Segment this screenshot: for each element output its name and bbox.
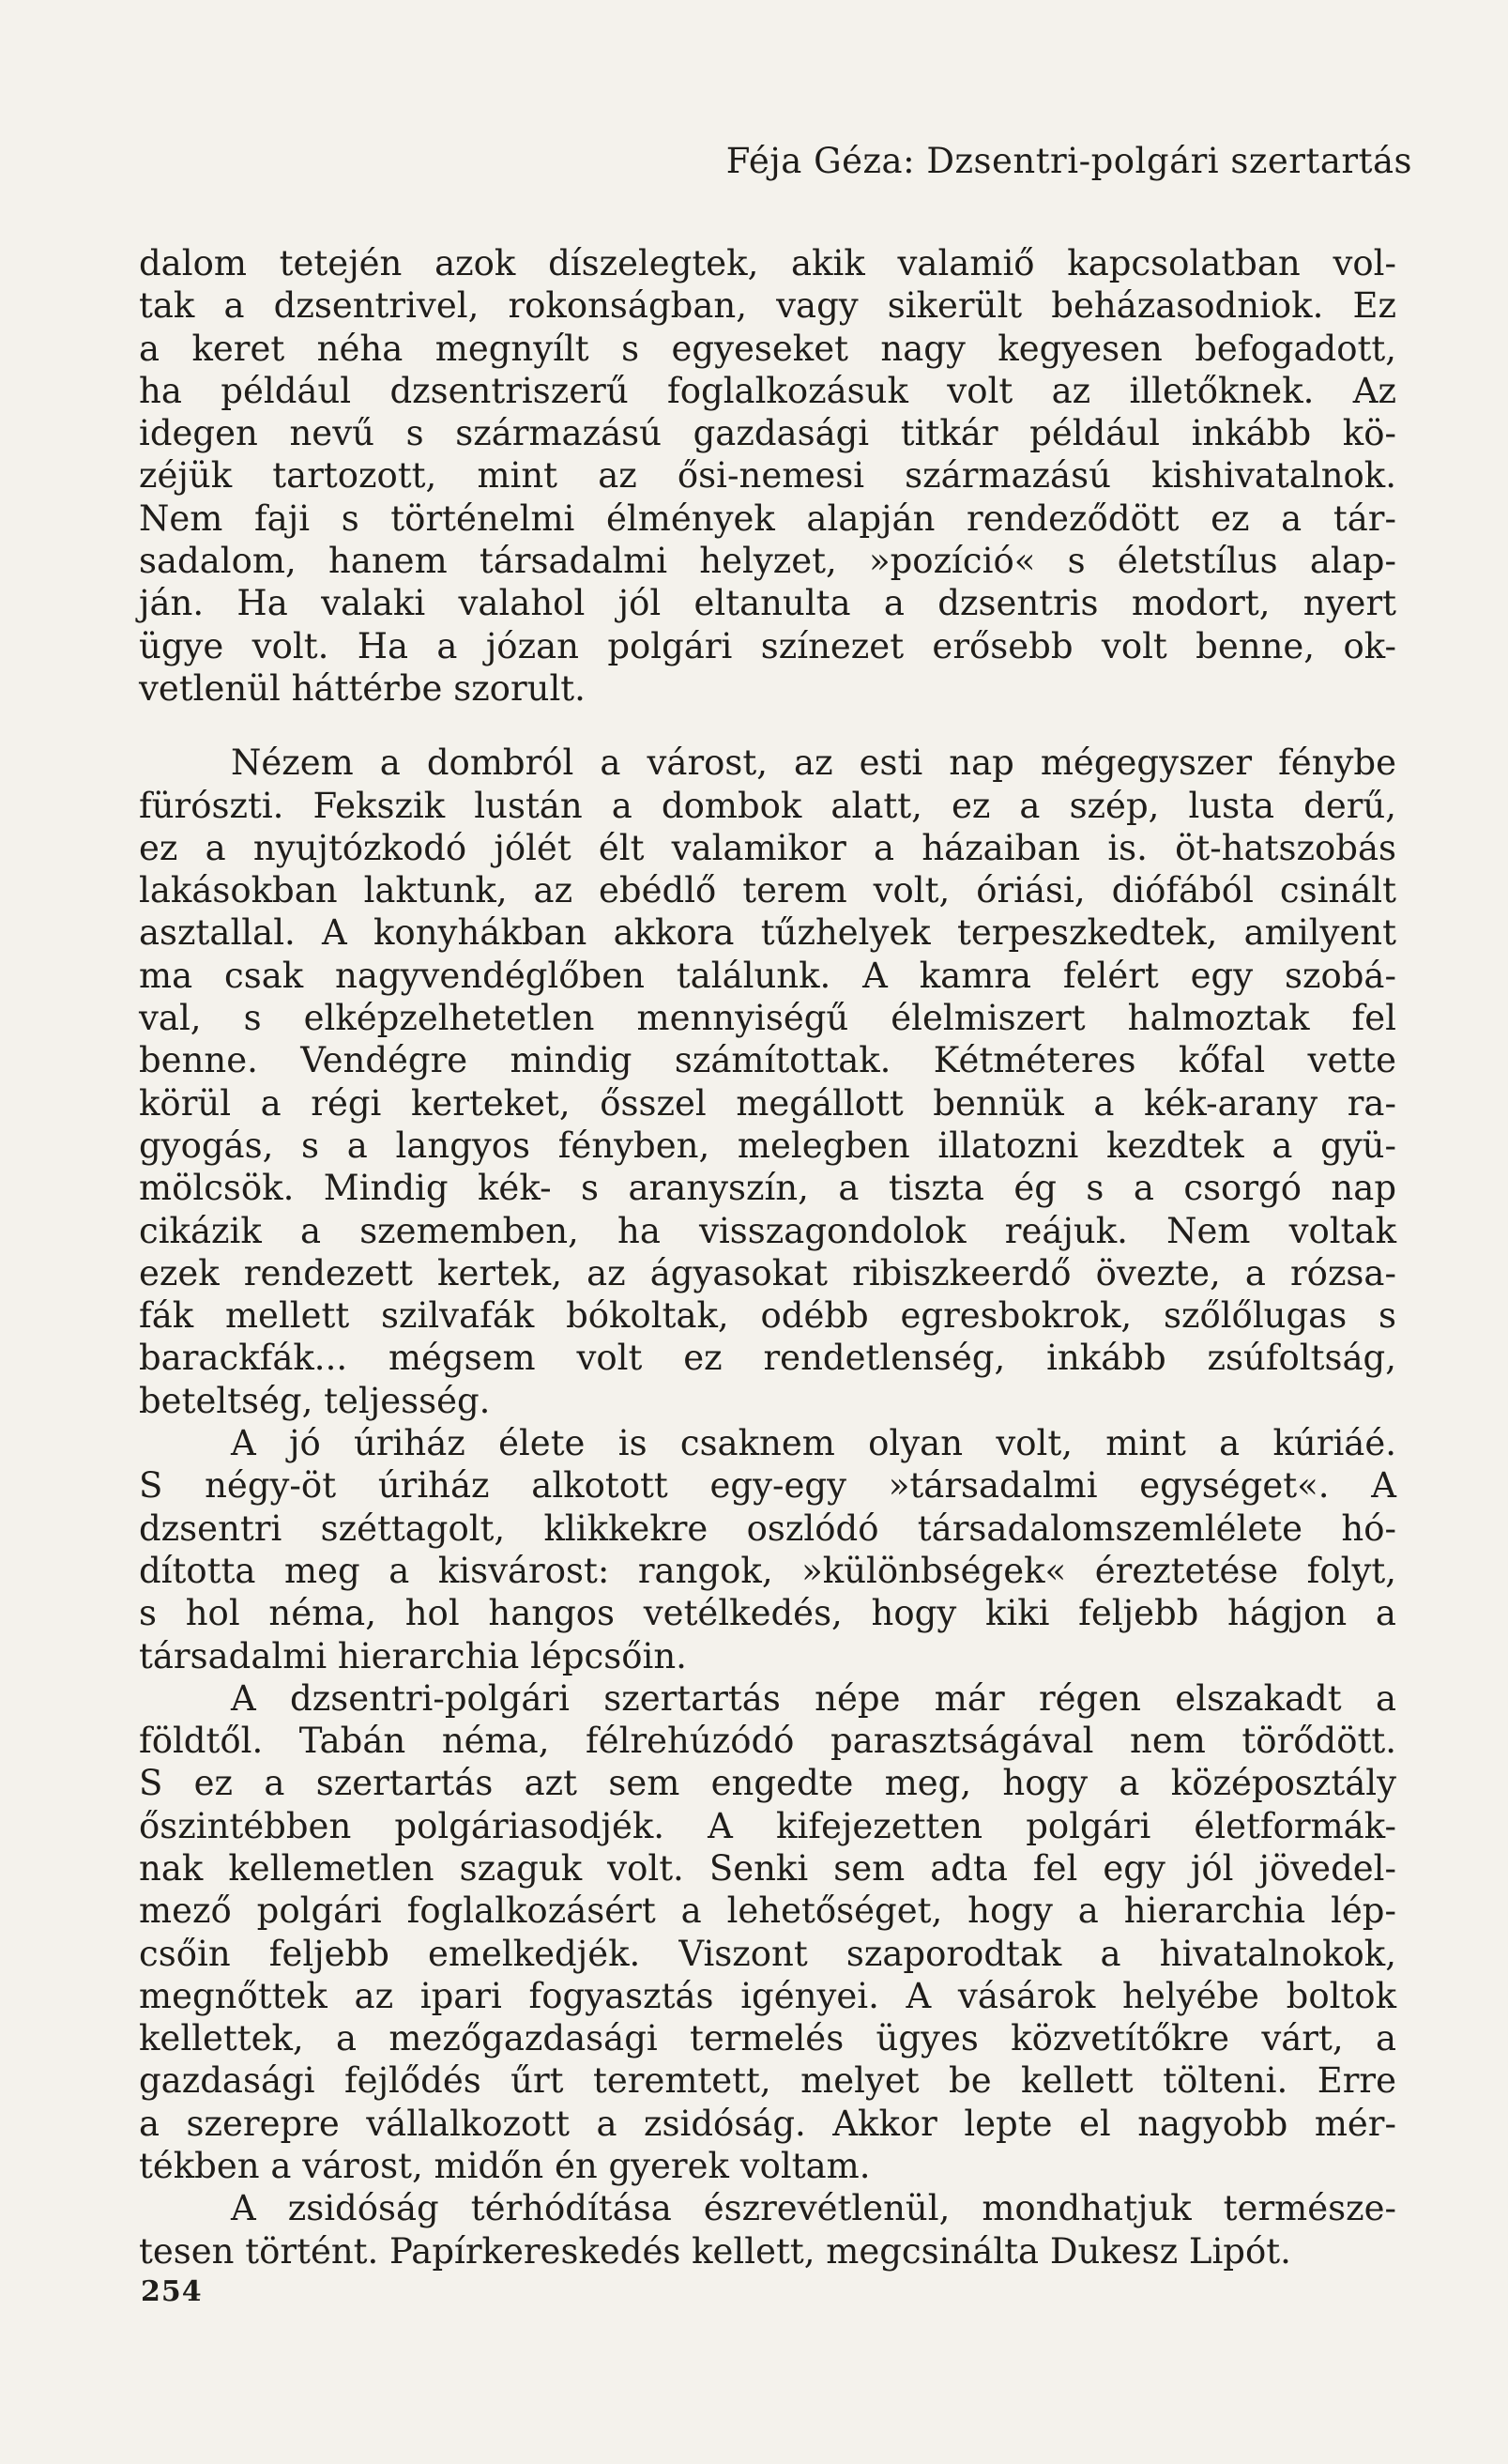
body-text: [139, 242, 1396, 2273]
text-line: ezek rendezett kertek, az ágyasokat ribiszkeerdő övezte, a rózsa-: [139, 1252, 1396, 1293]
text-line: fák mellett szilvafák bókoltak, odébb egresbokrok, szőlőlugas s: [139, 1295, 1396, 1337]
text-line: ma csak nagyvendéglőben találunk. A kamra felért egy szobá-: [139, 955, 1396, 996]
text-line: ez a nyujtózkodó jólét élt valamikor a házaiban is. öt-hatszobás: [139, 827, 1396, 868]
text-line: s hol néma, hol hangos vetélkedés, hogy kiki feljebb hágjon a: [139, 1593, 1396, 1634]
running-header: Féja Géza: Dzsentri-polgári szertartás: [725, 141, 1412, 181]
page-number: 254: [141, 2275, 203, 2308]
text-line: földtől. Tabán néma, félrehúzódó parasztságával nem törődött.: [139, 1721, 1396, 1762]
text-line: csőin feljebb emelkedjék. Viszont szaporodtak a hivatalnokok,: [139, 1933, 1396, 1974]
text-line: dította meg a kisvárost: rangok, »különbségek« éreztetése folyt,: [139, 1550, 1396, 1591]
text-line: ügye volt. Ha a józan polgári színezet erősebb volt benne, ok-: [139, 625, 1396, 666]
text-line: A dzsentri-polgári szertartás népe már régen elszakadt a: [231, 1677, 1396, 1719]
text-line: lakásokban laktunk, az ebédlő terem volt, óriási, diófából csinált: [139, 870, 1396, 911]
text-line: S ez a szertartás azt sem engedte meg, hogy a középosztály: [139, 1763, 1396, 1804]
text-line: beteltség, teljesség.: [139, 1380, 491, 1421]
text-line: vetlenül háttérbe szorult.: [139, 667, 586, 709]
text-line: tak a dzsentrivel, rokonságban, vagy sikerült beházasodniok. Ez: [139, 285, 1396, 327]
text-line: tesen történt. Papírkereskedés kellett, megcsinálta Dukesz Lipót.: [139, 2230, 1291, 2272]
paragraph: [139, 242, 1396, 710]
text-line: a keret néha megnyílt s egyeseket nagy kegyesen befogadott,: [139, 328, 1396, 369]
text-line: A jó úriház élete is csaknem olyan volt, mint a kúriáé.: [231, 1423, 1396, 1464]
text-line: gazdasági fejlődés űrt teremtett, melyet be kellett tölteni. Erre: [139, 2060, 1396, 2102]
text-line: A zsidóság térhódítása észrevétlenül, mondhatjuk természe-: [231, 2188, 1396, 2229]
text-line: ján. Ha valaki valahol jól eltanulta a dzsentris modort, nyert: [139, 583, 1396, 624]
text-line: őszintébben polgáriasodjék. A kifejezetten polgári életformák-: [139, 1805, 1396, 1846]
text-line: társadalmi hierarchia lépcsőin.: [139, 1635, 687, 1676]
text-line: dalom tetején azok díszelegtek, akik valamiő kapcsolatban vol-: [139, 243, 1396, 283]
text-line: körül a régi kerteket, ősszel megállott bennük a kék-arany ra-: [139, 1082, 1396, 1124]
text-line: sadalom, hanem társadalmi helyzet, »pozíció« s életstílus alap-: [139, 541, 1396, 582]
paragraph: [139, 2187, 1396, 2273]
text-line: val, s elképzelhetetlen mennyiségű élelmiszert halmoztak fel: [139, 998, 1396, 1039]
text-line: Nézem a dombról a várost, az esti nap mégegyszer fénybe: [231, 742, 1396, 784]
text-line: barackfák... mégsem volt ez rendetlenség, inkább zsúfoltság,: [139, 1338, 1396, 1379]
text-line: gyogás, s a langyos fényben, melegben illatozni kezdtek a gyü-: [139, 1125, 1396, 1166]
text-line: dzsentri széttagolt, klikkekre oszlódó társadalomszemlélete hó-: [139, 1507, 1396, 1549]
text-line: mölcsök. Mindig kék- s aranyszín, a tiszta ég s a csorgó nap: [139, 1168, 1396, 1209]
paragraph-gap: [139, 710, 1396, 742]
text-line: zéjük tartozott, mint az ősi-nemesi származású kishivatalnok.: [139, 455, 1396, 497]
text-line: nak kellemetlen szaguk volt. Senki sem adta fel egy jól jövedel-: [139, 1847, 1396, 1889]
text-line: kellettek, a mezőgazdasági termelés ügyes közvetítőkre várt, a: [139, 2018, 1396, 2059]
text-line: ha például dzsentriszerű foglalkozásuk volt az illetőknek. Az: [139, 370, 1396, 411]
text-line: megnőttek az ipari fogyasztás igényei. A vásárok helyébe boltok: [139, 1975, 1396, 2016]
paragraph: [139, 1422, 1396, 1677]
text-line: Nem faji s történelmi élmények alapján rendeződött ez a tár-: [139, 497, 1396, 539]
text-line: mező polgári foglalkozásért a lehetőséget, hogy a hierarchia lép-: [139, 1890, 1396, 1932]
text-line: benne. Vendégre mindig számítottak. Kétméteres kőfal vette: [139, 1040, 1396, 1081]
paragraph: [139, 1677, 1396, 2188]
paragraph: [139, 742, 1396, 1422]
text-line: idegen nevű s származású gazdasági titkár például inkább kö-: [139, 413, 1396, 454]
text-line: S négy-öt úriház alkotott egy-egy »társadalmi egységet«. A: [139, 1465, 1396, 1507]
text-line: tékben a várost, midőn én gyerek voltam.: [139, 2146, 871, 2187]
text-line: cikázik a szememben, ha visszagondolok reájuk. Nem voltak: [139, 1210, 1396, 1251]
text-line: asztallal. A konyhákban akkora tűzhelyek terpeszkedtek, amilyent: [139, 912, 1396, 954]
text-line: a szerepre vállalkozott a zsidóság. Akkor lepte el nagyobb mér-: [139, 2103, 1396, 2144]
text-line: fürószti. Fekszik lustán a dombok alatt, ez a szép, lusta derű,: [139, 785, 1396, 826]
